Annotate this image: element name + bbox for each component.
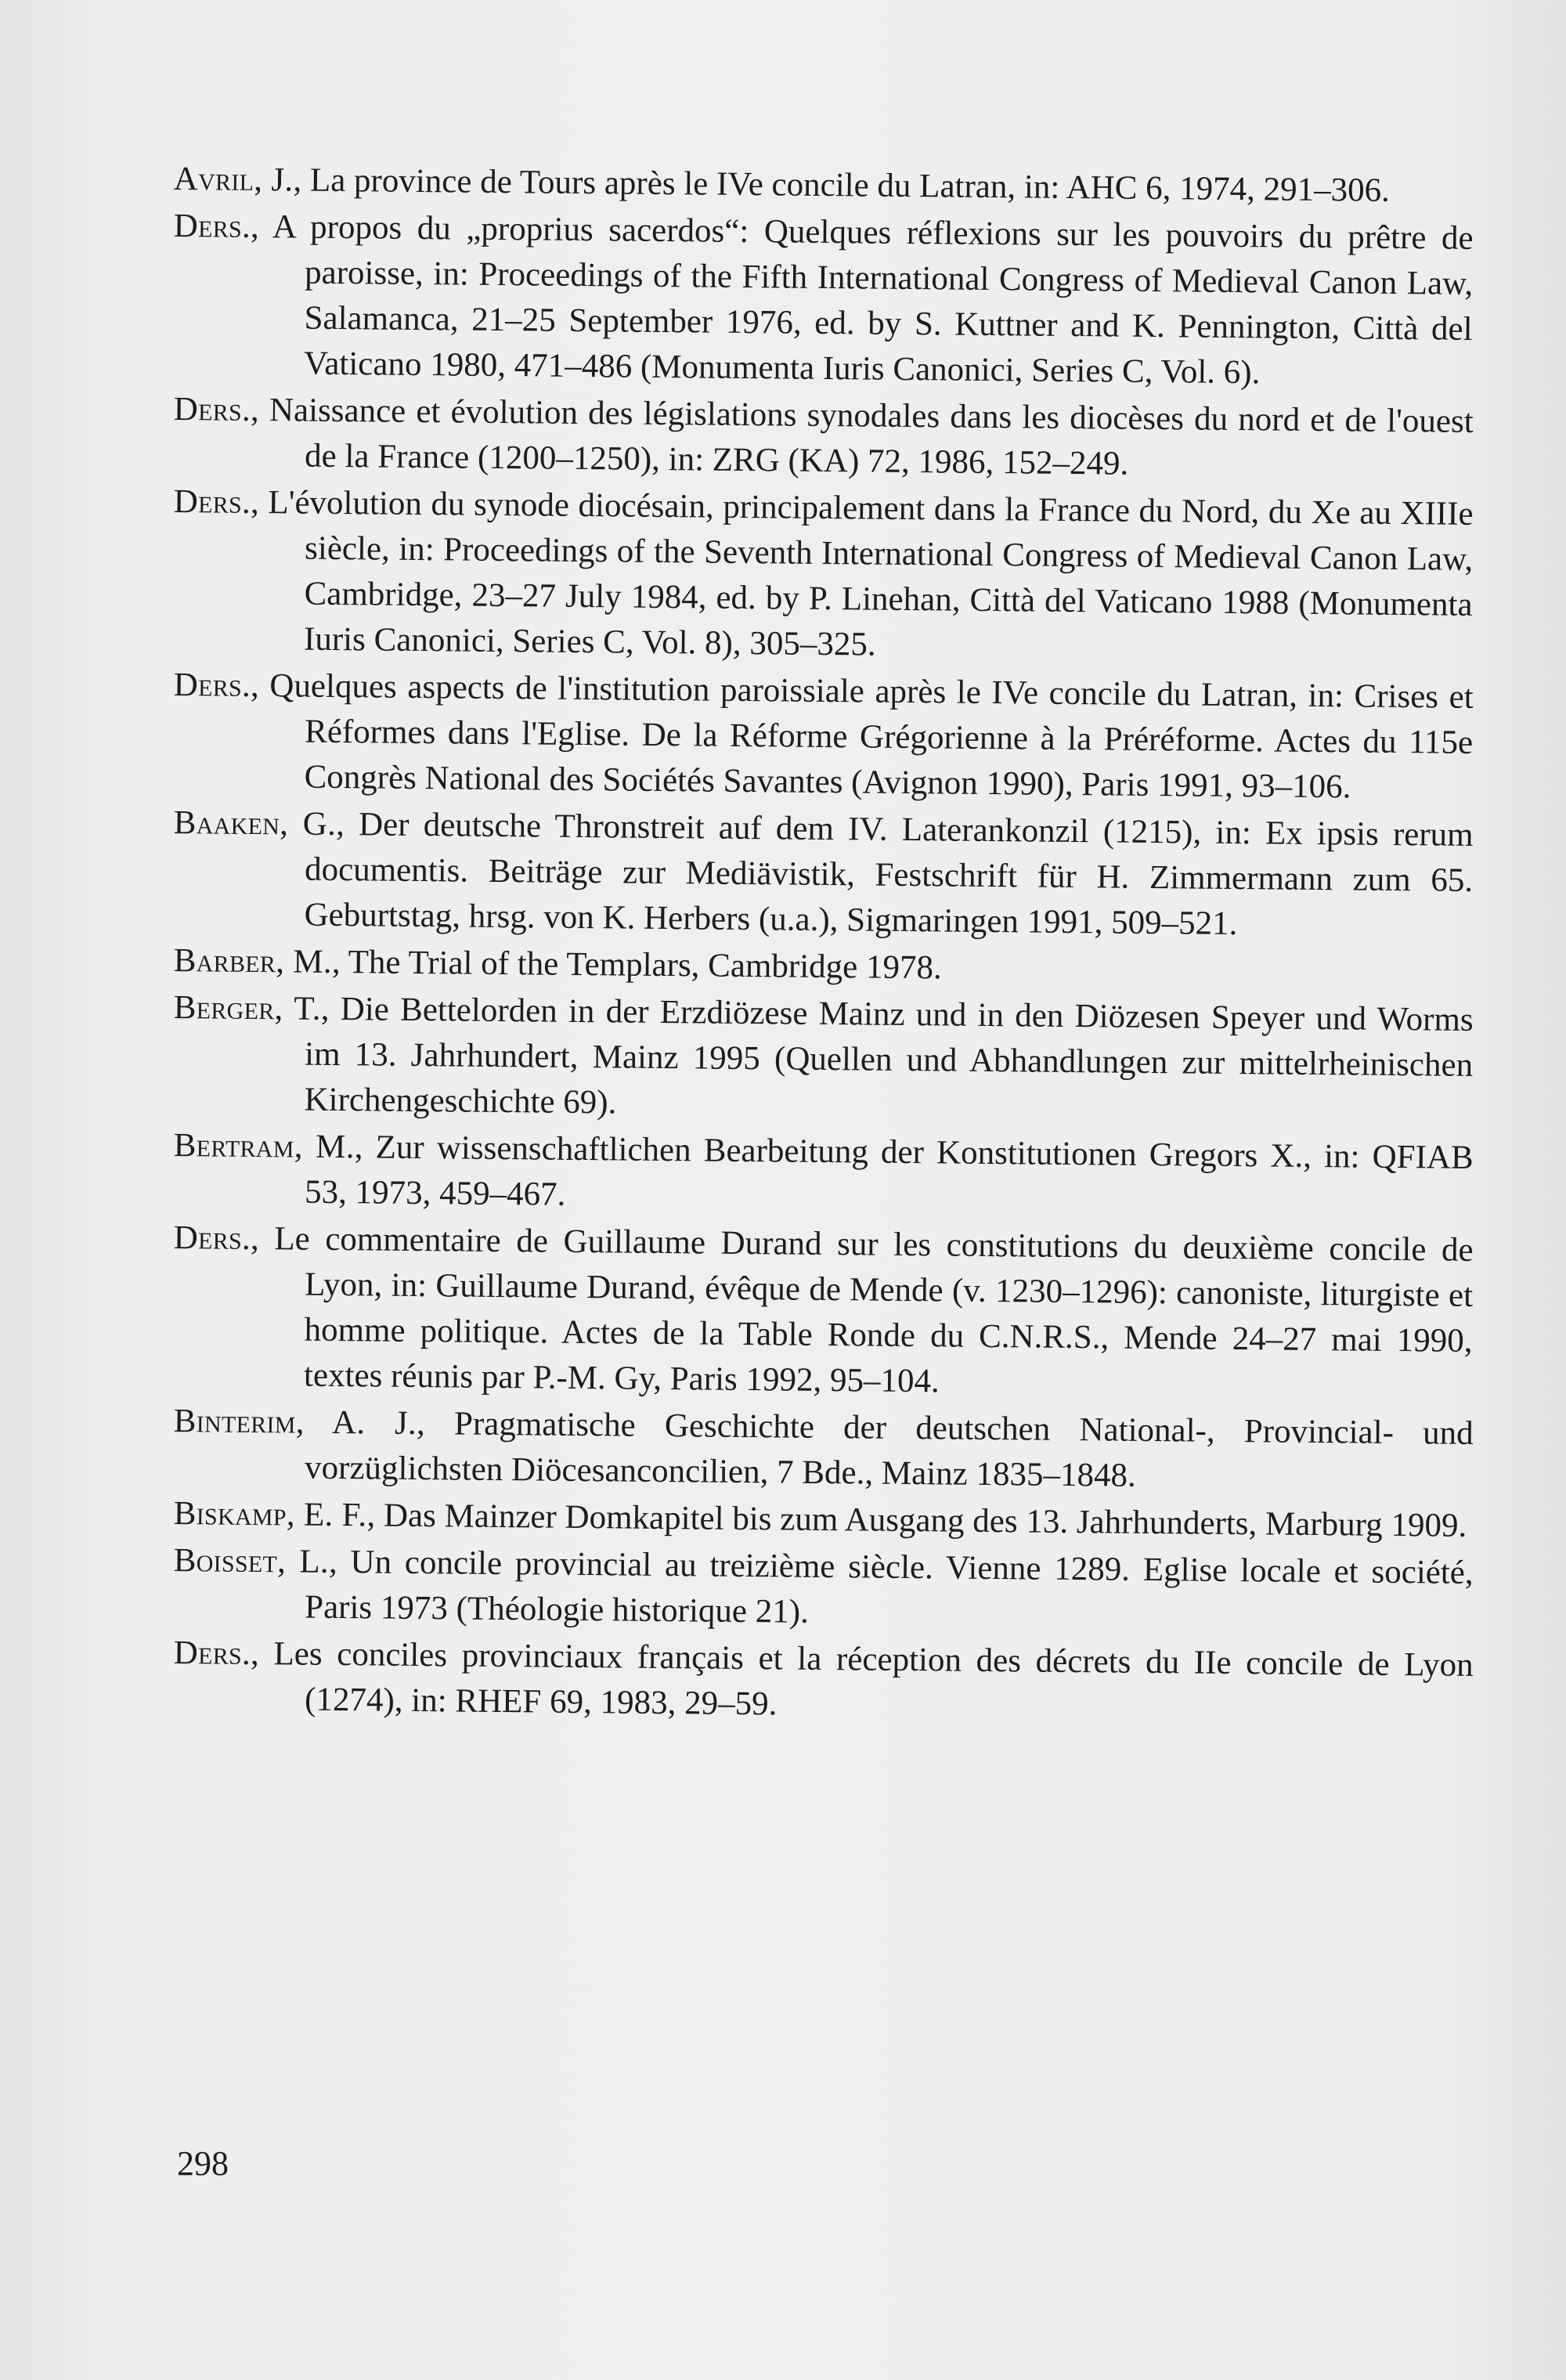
bibliography-entry (172, 204, 1474, 398)
bibliography-entry (172, 800, 1474, 949)
entry-author: Boisset, L. (173, 1541, 330, 1580)
entry-text: , Un concile provincial au treizième siècle. Vienne 1289. Eglise locale et société, Paris 1973 (Théologie historique 21). (304, 1543, 1474, 1631)
bibliography-entry (173, 1123, 1474, 1226)
entry-author: Ders. (173, 482, 251, 521)
entry-author: Baaken, G. (173, 804, 337, 843)
entry-author: Barber, M. (173, 941, 333, 981)
entry-author: Berger, T. (173, 988, 322, 1027)
entry-author: Ders. (173, 1219, 251, 1257)
entry-author: Binterim, A. J. (173, 1402, 417, 1442)
bibliography-entry (172, 985, 1474, 1134)
entry-text: , Zur wissenschaftlichen Bearbeitung der Konstitutionen Gregors X., in: QFIAB 53, 1973, 459–467. (304, 1129, 1474, 1213)
bibliography-entry (172, 663, 1474, 811)
entry-author: Ders. (173, 390, 251, 428)
bibliography-entry (172, 479, 1474, 674)
page-number: 298 (177, 2144, 229, 2183)
bibliography-entry (173, 1538, 1474, 1641)
entry-author: Ders. (173, 207, 251, 245)
entry-text: , La province de Tours après le IVe concile du Latran, in: AHC 6, 1974, 291–306. (293, 161, 1391, 209)
entry-text: , Die Bettelorden in der Erzdiözese Mainz und in den Diözesen Speyer und Worms im 13. Jahrhundert, Mainz 1995 (Quellen und Abhandlungen zur mittelrheinischen Kirchengeschichte 69). (304, 990, 1474, 1121)
entry-author: Bertram, M. (173, 1126, 355, 1166)
bibliography-entry (173, 387, 1474, 490)
entry-text: , Quelques aspects de l'institution paroissiale après le IVe concile du Latran, in: Crises et Réformes dans l'Eglise. De la Réforme Grégorienne à la Préréforme. Actes du 115e Congrès National des Sociétés Savantes (Avignon 1990), Paris 1991, 93–106. (250, 666, 1474, 806)
entry-text: , Le commentaire de Guillaume Durand sur les constitutions du deuxième concile de Lyon, in: Guillaume Durand, évêque de Mende (v. 1230–1296): canoniste, liturgiste et homme politique. Actes de la Table Ronde du C.N.R.S., Mende 24–27 mai 1990, textes réunis par P.-M. Gy, Paris 1992, 95–104. (250, 1219, 1474, 1400)
entry-author: Ders. (173, 666, 251, 704)
bibliography-entry (173, 1631, 1474, 1734)
entry-author: Ders. (173, 1634, 251, 1672)
entry-author: Avril, J. (173, 160, 294, 199)
entry-author: Biskamp, E. F. (173, 1494, 367, 1534)
entry-text: , Pragmatische Geschichte der deutschen National-, Provincial- und vorzüglichsten Diöcesanconcilien, 7 Bde., Mainz 1835–1848. (304, 1404, 1474, 1494)
entry-text: , Das Mainzer Domkapitel bis zum Ausgang des 13. Jahrhunderts, Marburg 1909. (366, 1497, 1467, 1544)
entry-text: , Naissance et évolution des législations synodales dans les diocèses du nord et de l'ouest de la France (1200–1250), in: ZRG (KA) 72, 1986, 152–249. (250, 391, 1474, 482)
entry-text: , The Trial of the Templars, Cambridge 1978. (331, 943, 942, 987)
entry-text: , Les conciles provinciaux français et la réception des décrets du IIe concile de Lyon (1274), in: RHEF 69, 1983, 29–59. (250, 1634, 1474, 1723)
bibliography-list (174, 157, 1474, 1723)
bibliography-entry (173, 1399, 1474, 1502)
entry-text: , L'évolution du synode diocésain, principalement dans la France du Nord, du Xe au XIIIe siècle, in: Proceedings of the Seventh International Congress of Medieval Canon Law, Cambridge, 23–27 July 1984, ed. by P. Linehan, Città del Vaticano 1988 (Monumenta Iuris Canonici, Series C, Vol. 8), 305–325. (250, 483, 1474, 663)
bibliography-entry (172, 1215, 1474, 1410)
entry-text: , A propos du „proprius sacerdos“: Quelques réflexions sur les pouvoirs du prêtre de paroisse, in: Proceedings of the Fifth International Congress of Medieval Canon Law, Salamanca, 21–25 September 1976, ed. by S. Kuttner and K. Pennington, Città del Vaticano 1980, 471–486 (Monumenta Iuris Canonici, Series C, Vol. 6). (250, 208, 1474, 392)
entry-text: , Der deutsche Thronstreit auf dem IV. Laterankonzil (1215), in: Ex ipsis rerum documentis. Beiträge zur Mediävistik, Festschrift für H. Zimmermann zum 65. Geburtstag, hrsg. von K. Herbers (u.a.), Sigmaringen 1991, 509–521. (304, 805, 1474, 943)
